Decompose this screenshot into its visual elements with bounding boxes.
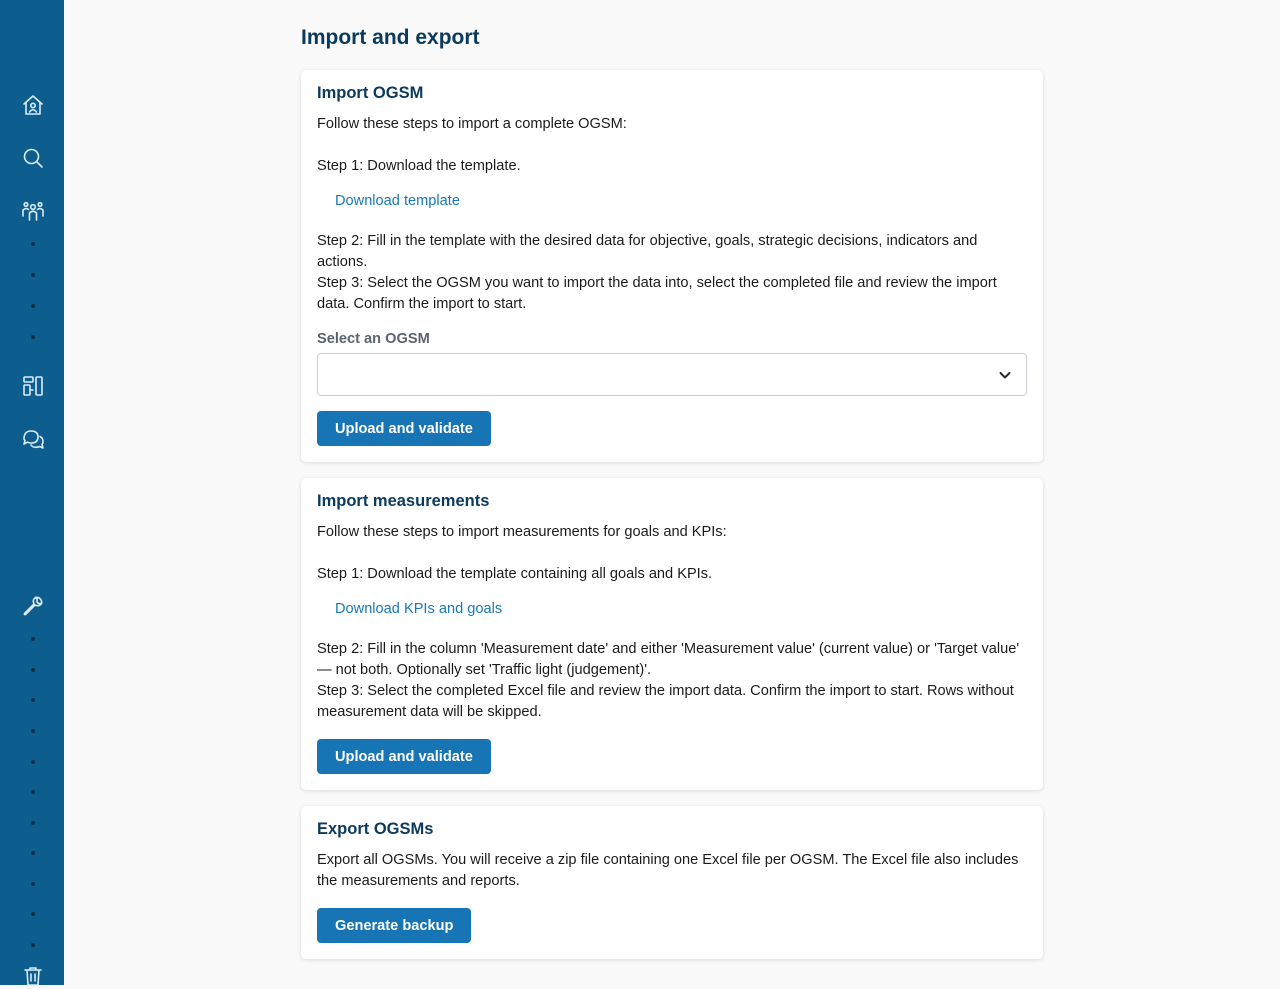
sidebar-subitem[interactable] — [31, 242, 35, 246]
download-kpis-goals-link[interactable]: Download KPIs and goals — [335, 601, 503, 617]
export-ogsms-card — [301, 806, 1043, 959]
chat-icon[interactable] — [20, 426, 46, 452]
sidebar-subitem[interactable] — [31, 821, 35, 825]
import-ogsm-title: Import OGSM — [317, 84, 424, 102]
upload-validate-ogsm-button[interactable]: Upload and validate — [317, 411, 491, 446]
import-ogsm-step2: Step 2: Fill in the template with the desired data for objective, goals, strategic decisions, indicators and actions. — [317, 233, 978, 270]
select-ogsm-dropdown[interactable] — [317, 353, 1027, 396]
import-measurements-intro: Follow these steps to import measurements for goals and KPIs: — [317, 524, 727, 540]
sidebar-subitem[interactable] — [31, 637, 35, 641]
upload-validate-measurements-button[interactable]: Upload and validate — [317, 739, 491, 774]
wrench-icon[interactable] — [20, 593, 46, 619]
import-ogsm-step1: Step 1: Download the template. — [317, 158, 521, 174]
generate-backup-button[interactable]: Generate backup — [317, 908, 471, 943]
download-template-link[interactable]: Download template — [335, 193, 460, 209]
sidebar-subitem[interactable] — [31, 912, 35, 916]
import-measurements-step2: Step 2: Fill in the column 'Measurement date' and either 'Measurement value' (current value) or 'Target value' — not both. Optionally set 'Traffic light (judgement)'. — [317, 641, 1020, 678]
users-icon[interactable] — [20, 198, 46, 224]
import-ogsm-step3: Step 3: Select the OGSM you want to import the data into, select the completed file and review the import data. Confirm the import to start. — [317, 275, 997, 312]
sidebar-subitem[interactable] — [31, 943, 35, 947]
import-measurements-title: Import measurements — [317, 492, 490, 510]
select-ogsm-label: Select an OGSM — [317, 331, 430, 347]
search-icon[interactable] — [20, 145, 46, 171]
sidebar-subitem[interactable] — [31, 668, 35, 672]
home-icon[interactable] — [20, 92, 46, 118]
chevron-down-icon — [996, 366, 1014, 384]
sidebar-subitem[interactable] — [31, 273, 35, 277]
import-measurements-card — [301, 478, 1043, 790]
sidebar-subitem[interactable] — [31, 790, 35, 794]
export-ogsms-title: Export OGSMs — [317, 820, 434, 838]
page-title: Import and export — [301, 26, 480, 49]
layout-icon[interactable] — [20, 373, 46, 399]
sidebar-subitem[interactable] — [31, 851, 35, 855]
sidebar-subitem[interactable] — [31, 882, 35, 886]
sidebar-subitem[interactable] — [31, 698, 35, 702]
import-measurements-step3: Step 3: Select the completed Excel file and review the import data. Confirm the import to start. Rows without measurement data will be skipped. — [317, 683, 1014, 720]
trash-icon[interactable] — [20, 963, 46, 989]
sidebar-subitem[interactable] — [31, 335, 35, 339]
sidebar-subitem[interactable] — [31, 304, 35, 308]
import-ogsm-intro: Follow these steps to import a complete OGSM: — [317, 116, 627, 132]
sidebar-subitem[interactable] — [31, 760, 35, 764]
import-measurements-step1: Step 1: Download the template containing all goals and KPIs. — [317, 566, 713, 582]
sidebar-subitem[interactable] — [31, 729, 35, 733]
export-ogsms-text: Export all OGSMs. You will receive a zip file containing one Excel file per OGSM. The Excel file also includes the measurements and reports. — [317, 852, 1019, 889]
sidebar — [0, 0, 64, 985]
import-ogsm-card — [301, 70, 1043, 462]
